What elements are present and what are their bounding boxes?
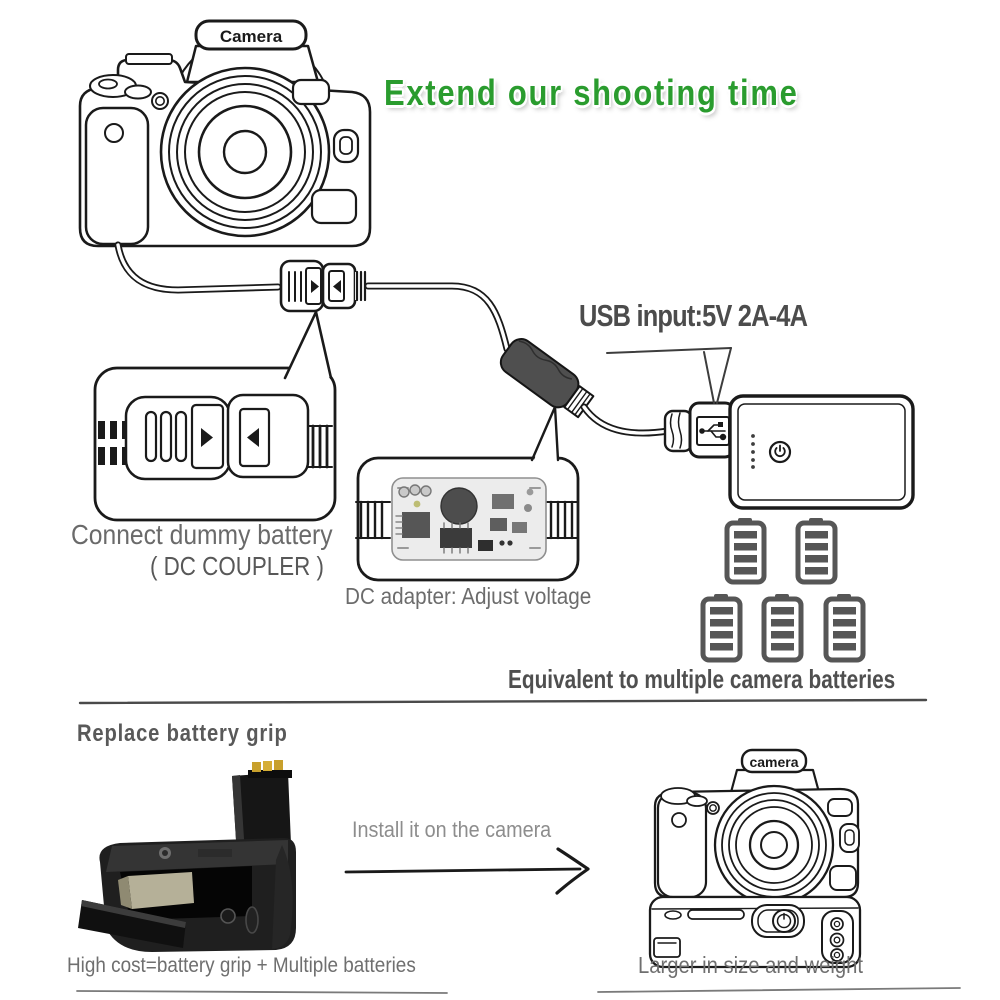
dummy-battery-caption-line1: Connect dummy battery	[71, 519, 333, 550]
dc-adapter-callout	[356, 407, 578, 580]
right-arrow-icon	[346, 849, 588, 893]
power-cable	[118, 245, 278, 290]
battery-full-icon	[727, 518, 764, 582]
battery-full-icon	[764, 594, 801, 660]
dc-plug-connector	[281, 261, 368, 311]
camera-line-drawing	[80, 21, 370, 246]
headline-extend-shooting-time: Extend our shooting time	[384, 72, 799, 113]
batteries-caption: Equivalent to multiple camera batteries	[508, 664, 896, 694]
larger-size-caption: Larger in size and weight	[638, 952, 864, 978]
usb-input-label: USB input:5V 2A-4A	[579, 298, 808, 333]
battery-full-icon	[798, 518, 835, 582]
camera-label-bottom: camera	[749, 754, 799, 770]
camera-with-grip-drawing	[650, 750, 860, 967]
section-divider	[80, 700, 926, 703]
usb-input-callout-line	[607, 348, 731, 403]
battery-grip-photo	[78, 760, 296, 952]
right-caption-underline	[598, 988, 960, 992]
dc-adapter-caption: DC adapter: Adjust voltage	[345, 583, 592, 609]
high-cost-caption: High cost=battery grip + Multiple batteries	[67, 954, 416, 977]
replace-battery-grip-heading: Replace battery grip	[77, 720, 288, 747]
battery-icons	[703, 518, 863, 660]
dc-coupler-callout	[95, 312, 335, 520]
usb-plug	[665, 403, 734, 457]
install-caption: Install it on the camera	[352, 817, 552, 842]
dc-adapter-xray	[392, 478, 546, 560]
dummy-battery-caption-line2: ( DC COUPLER )	[150, 551, 324, 581]
battery-full-icon	[703, 594, 740, 660]
power-bank-illustration	[730, 396, 913, 508]
battery-full-icon	[826, 594, 863, 660]
left-caption-underline	[77, 991, 447, 993]
camera-lens-icon	[715, 786, 833, 904]
camera-label-top: Camera	[219, 27, 283, 46]
